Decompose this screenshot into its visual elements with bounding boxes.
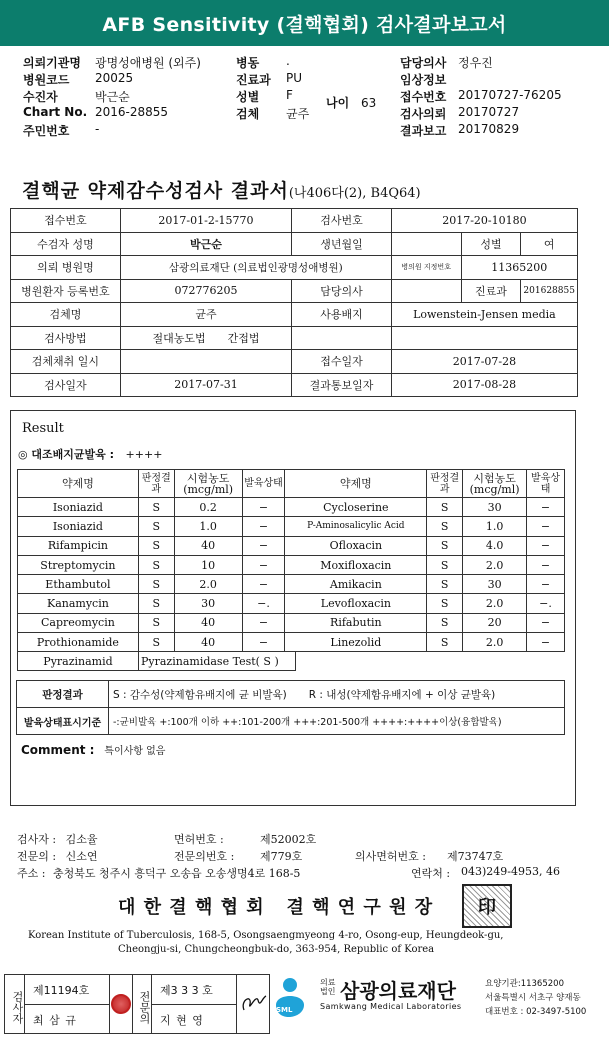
drug-name: Moxifloxacin xyxy=(285,555,427,574)
drug-judge: S xyxy=(138,594,174,613)
table-row xyxy=(18,517,565,536)
header-value: 20170829 xyxy=(458,122,520,136)
drug-growth: − xyxy=(527,517,565,536)
pza-result: Pyrazinamidase Test( S ) xyxy=(139,652,296,671)
spec-no-label: 전문의번호 : xyxy=(174,850,235,863)
sig-row-3 xyxy=(17,865,607,882)
specimen-value: 균주 xyxy=(120,303,291,327)
drug-growth: − xyxy=(527,536,565,555)
org-tel: 대표번호 : 02-3497-5100 xyxy=(485,1007,587,1017)
specimen-label: 검체명 xyxy=(11,303,121,327)
title-main: 결핵균 약제감수성검사 결과서 xyxy=(22,180,289,202)
drug-growth: − xyxy=(527,575,565,594)
method-2: 간접법 xyxy=(227,331,260,345)
header-row xyxy=(23,122,238,139)
document-title xyxy=(22,176,421,203)
spec-box xyxy=(152,975,237,1033)
addr-en-2: Cheongju-si, Chungcheongbuk-do, 363-954, Republic of Korea xyxy=(118,944,435,955)
footer-tester-no: 제11194호 xyxy=(25,975,109,1005)
drug-name: Prothionamide xyxy=(18,633,139,652)
hospital-label: 의뢰 병원명 xyxy=(11,256,121,280)
drug-conc: 30 xyxy=(463,498,527,517)
drug-name: P-Aminosalicylic Acid xyxy=(285,517,427,536)
comment xyxy=(21,742,165,757)
logo-text: SML xyxy=(276,1006,293,1014)
sml-logo xyxy=(272,975,308,1027)
header-label: 임상정보 xyxy=(400,73,447,87)
org-english: Samkwang Medical Laboratories xyxy=(320,1002,462,1011)
header-value: . xyxy=(286,54,290,68)
drug-name: Rifabutin xyxy=(285,613,427,632)
drug-growth: − xyxy=(242,633,285,652)
drug-growth: − xyxy=(242,536,285,555)
drug-conc: 1.0 xyxy=(463,517,527,536)
drug-judge: S xyxy=(138,633,174,652)
tester-box xyxy=(25,975,110,1033)
dept-label: 진료과 xyxy=(461,279,521,303)
reg-no: 2017-01-2-15770 xyxy=(120,209,291,233)
specialist-name: 신소연 xyxy=(65,850,98,863)
col-conc-left: 시험농도(mcg/ml) xyxy=(174,470,242,498)
test-no: 2017-20-10180 xyxy=(391,209,577,233)
seal-text: 印 xyxy=(478,897,496,918)
patient-name: 박근순 xyxy=(120,232,291,256)
drug-conc: 40 xyxy=(174,613,242,632)
header-value: 20170727-76205 xyxy=(458,88,562,102)
header-row xyxy=(400,105,605,122)
method-blank-2 xyxy=(391,326,577,350)
header-label: 수진자 xyxy=(23,90,58,104)
drug-name: Ethambutol xyxy=(18,575,139,594)
header-row xyxy=(23,105,238,122)
control-value: ++++ xyxy=(125,448,163,461)
drug-conc: 30 xyxy=(463,575,527,594)
table-row xyxy=(18,536,565,555)
drug-growth: − xyxy=(242,613,285,632)
phone-label: 연락처 : xyxy=(411,867,451,880)
header-right xyxy=(400,54,605,139)
header-value: 균주 xyxy=(286,107,310,121)
drug-judge: S xyxy=(427,594,463,613)
birth-value xyxy=(391,232,461,256)
signature-icon xyxy=(238,990,268,1018)
title-sub: (나406다(2), B4Q64) xyxy=(288,186,421,201)
drug-growth: − xyxy=(242,555,285,574)
table-row xyxy=(18,555,565,574)
table-row xyxy=(18,594,565,613)
header-value: 광명성애병원 (외주) xyxy=(95,56,201,70)
header-value: 정우진 xyxy=(458,56,493,70)
sig-row-1 xyxy=(17,831,607,848)
sml-logo-icon xyxy=(272,975,308,1027)
drug-growth: − xyxy=(242,575,285,594)
age-value: 63 xyxy=(361,96,377,110)
judge-r: R : 내성(약제함유배지에 + 이상 균발육) xyxy=(308,688,496,701)
drug-growth: − xyxy=(527,498,565,517)
designated-label: 병의원 지정번호 xyxy=(391,256,461,280)
signatories xyxy=(17,831,607,882)
drug-judge: S xyxy=(427,575,463,594)
drug-table xyxy=(17,469,565,652)
doc-license-label: 의사면허번호 : xyxy=(355,850,426,863)
drug-name: Levofloxacin xyxy=(285,594,427,613)
table-row xyxy=(18,498,565,517)
drug-conc: 40 xyxy=(174,633,242,652)
org-addr: 서울특별시 서초구 양재동 xyxy=(485,993,581,1003)
footer-spec-no: 제3 3 3 호 xyxy=(152,975,236,1005)
drug-conc: 10 xyxy=(174,555,242,574)
judge-s: S : 감수성(약제함유배지에 균 비발육) xyxy=(113,688,287,701)
tester-tag: 검사자 xyxy=(5,975,25,1033)
header-age xyxy=(326,94,376,111)
drug-growth: − xyxy=(527,613,565,632)
header-row xyxy=(400,122,605,139)
institute-name: 대 한 결 핵 협 회 결 핵 연 구 원 장 xyxy=(118,897,434,918)
drug-conc: 1.0 xyxy=(174,517,242,536)
drug-growth: −. xyxy=(242,594,285,613)
header-label: 담당의사 xyxy=(400,56,447,70)
spec-tag: 전문의 xyxy=(132,975,152,1033)
footer-signers xyxy=(4,974,270,1034)
footer-tester-name: 최 삼 규 xyxy=(33,1014,77,1027)
drug-conc: 40 xyxy=(174,536,242,555)
org-code: 요양기관:11365200 xyxy=(485,979,564,989)
control-growth xyxy=(18,446,162,462)
header-left xyxy=(23,54,238,139)
org-prefix: 의료법인 xyxy=(320,978,336,996)
drug-name: Amikacin xyxy=(285,575,427,594)
header-mid xyxy=(236,54,386,122)
drug-judge: S xyxy=(427,517,463,536)
drug-conc: 2.0 xyxy=(463,633,527,652)
tester-label: 검사자 : xyxy=(17,833,57,846)
judge-criteria-label: 판정결과 xyxy=(17,681,109,708)
header-label: 검체 xyxy=(236,107,260,121)
notify-label: 결과통보일자 xyxy=(292,373,392,397)
header-value: 20025 xyxy=(95,71,134,85)
medium-label: 사용배지 xyxy=(292,303,392,327)
table-row xyxy=(18,613,565,632)
age-label: 나이 xyxy=(326,96,350,110)
license-no: 제52002호 xyxy=(260,833,317,846)
result-label: Result xyxy=(22,421,64,436)
specialist-label: 전문의 : xyxy=(17,850,57,863)
hospital-name: 삼광의료재단 (의료법인광명성애병원) xyxy=(120,256,391,280)
signature xyxy=(237,975,269,1033)
collect-value xyxy=(120,350,291,374)
drug-conc: 0.2 xyxy=(174,498,242,517)
header-row xyxy=(23,71,238,88)
header-label: 병동 xyxy=(236,56,260,70)
drug-judge: S xyxy=(138,555,174,574)
drug-judge: S xyxy=(427,613,463,632)
pza-name: Pyrazinamid xyxy=(18,652,139,671)
drug-name: Isoniazid xyxy=(18,498,139,517)
criteria-table xyxy=(16,680,565,735)
judge-criteria xyxy=(109,681,565,708)
header-label: 검사의뢰 xyxy=(400,107,447,121)
control-label: ◎ 대조배지균발육 : xyxy=(18,448,115,461)
org-name: 삼광의료재단 xyxy=(340,979,456,1003)
col-growth-left: 발육상태 xyxy=(242,470,285,498)
table-row xyxy=(18,575,565,594)
method-1: 절대농도법 xyxy=(152,331,206,345)
drug-judge: S xyxy=(427,633,463,652)
report-banner: AFB Sensitivity (결핵협회) 검사결과보고서 xyxy=(0,0,609,46)
header-row xyxy=(23,88,238,105)
header-label: 병원코드 xyxy=(23,73,70,87)
header-value: 2016-28855 xyxy=(95,105,169,119)
drug-name: Ofloxacin xyxy=(285,536,427,555)
drug-judge: S xyxy=(138,613,174,632)
header-value: 20170727 xyxy=(458,105,520,119)
header-label: 접수번호 xyxy=(400,90,447,104)
drug-growth: − xyxy=(242,498,285,517)
regno-label: 병원환자 등록번호 xyxy=(11,279,121,303)
method-label: 검사방법 xyxy=(11,326,121,350)
test-no-label: 검사번호 xyxy=(292,209,392,233)
official-seal xyxy=(462,884,512,928)
drug-conc: 2.0 xyxy=(463,594,527,613)
regno-value: 072776205 xyxy=(120,279,291,303)
drug-conc: 30 xyxy=(174,594,242,613)
drug-judge: S xyxy=(138,517,174,536)
drug-judge: S xyxy=(138,498,174,517)
header-row xyxy=(400,71,605,88)
col-drug-left: 약제명 xyxy=(18,470,139,498)
growth-criteria-label: 발육상태표시기준 xyxy=(17,708,109,735)
test-date: 2017-07-31 xyxy=(120,373,291,397)
spec-no: 제779호 xyxy=(260,850,303,863)
growth-criteria: -:균비발육 +:100개 이하 ++:101-200개 +++:201-500개 ++++:++++이상(융합발육) xyxy=(109,708,565,735)
notify-date: 2017-08-28 xyxy=(391,373,577,397)
sex-label: 성별 xyxy=(461,232,521,256)
license-label: 면허번호 : xyxy=(174,833,224,846)
drug-name: Cycloserine xyxy=(285,498,427,517)
patient-label: 수검자 성명 xyxy=(11,232,121,256)
receive-value: 2017-07-28 xyxy=(391,350,577,374)
pza-row xyxy=(17,651,296,671)
col-conc-right: 시험농도(mcg/ml) xyxy=(463,470,527,498)
sex-value: 여 xyxy=(521,232,578,256)
doc-license: 제73747호 xyxy=(447,850,504,863)
drug-judge: S xyxy=(427,555,463,574)
table-row xyxy=(18,633,565,652)
address-label: 주소 : xyxy=(17,867,46,880)
phone: 043)249-4953, 46 xyxy=(461,865,560,878)
dept-value: 201628855 xyxy=(521,279,578,303)
drug-name: Capreomycin xyxy=(18,613,139,632)
drug-growth: − xyxy=(527,555,565,574)
header-label: 진료과 xyxy=(236,73,271,87)
drug-name: Linezolid xyxy=(285,633,427,652)
drug-conc: 4.0 xyxy=(463,536,527,555)
drug-judge: S xyxy=(427,498,463,517)
header-row xyxy=(400,88,605,105)
tester-name: 김소율 xyxy=(65,833,98,846)
drug-name: Isoniazid xyxy=(18,517,139,536)
drug-judge: S xyxy=(427,536,463,555)
drug-judge: S xyxy=(138,536,174,555)
doctor-value xyxy=(391,279,461,303)
drug-growth: − xyxy=(527,633,565,652)
col-growth-right: 발육상태 xyxy=(527,470,565,498)
designated-no: 11365200 xyxy=(461,256,577,280)
col-drug-right: 약제명 xyxy=(285,470,427,498)
drug-growth: −. xyxy=(527,594,565,613)
header-row xyxy=(400,54,605,71)
drug-conc: 20 xyxy=(463,613,527,632)
reg-no-label: 접수번호 xyxy=(11,209,121,233)
red-seal xyxy=(110,975,132,1033)
comment-label: Comment : xyxy=(21,743,95,757)
header-row xyxy=(236,54,386,71)
header-label: Chart No. xyxy=(23,105,88,119)
address: 충청북도 청주시 흥덕구 오송읍 오송생명4로 168-5 xyxy=(52,867,301,880)
col-judge-left: 판정결과 xyxy=(138,470,174,498)
address-english xyxy=(28,930,598,955)
drug-judge: S xyxy=(138,575,174,594)
header-label: 주민번호 xyxy=(23,124,70,138)
drug-name: Kanamycin xyxy=(18,594,139,613)
birth-label: 생년월일 xyxy=(292,232,392,256)
sig-row-2 xyxy=(17,848,607,865)
col-judge-right: 판정결과 xyxy=(427,470,463,498)
header-label: 의뢰기관명 xyxy=(23,56,81,70)
addr-en-1: Korean Institute of Tuberculosis, 168-5, Osongsaengmyeong 4-ro, Osong-eup, Heungdeok-gu, xyxy=(28,930,504,941)
method-blank-1 xyxy=(292,326,392,350)
doctor-label: 담당의사 xyxy=(292,279,392,303)
header-label: 성별 xyxy=(236,90,260,104)
drug-name: Streptomycin xyxy=(18,555,139,574)
method-value xyxy=(120,326,291,350)
comment-text: 특이사항 없음 xyxy=(104,746,166,757)
receive-label: 접수일자 xyxy=(292,350,392,374)
header-value: PU xyxy=(286,71,303,85)
header-row xyxy=(236,71,386,88)
drug-growth: − xyxy=(242,517,285,536)
collect-label: 검체채취 일시 xyxy=(11,350,121,374)
drug-conc: 2.0 xyxy=(463,555,527,574)
footer-spec-name: 지 현 영 xyxy=(160,1014,204,1027)
header-value: - xyxy=(95,122,100,136)
drug-conc: 2.0 xyxy=(174,575,242,594)
header-value: F xyxy=(286,88,293,102)
org-contact xyxy=(485,977,586,1019)
header-row xyxy=(23,54,238,71)
drug-name: Rifampicin xyxy=(18,536,139,555)
test-date-label: 검사일자 xyxy=(11,373,121,397)
header-label: 결과보고 xyxy=(400,124,447,138)
patient-info-table xyxy=(10,208,578,397)
header-value: 박근순 xyxy=(95,90,130,104)
medium-value: Lowenstein-Jensen media xyxy=(391,303,577,327)
seal-icon xyxy=(111,994,131,1014)
